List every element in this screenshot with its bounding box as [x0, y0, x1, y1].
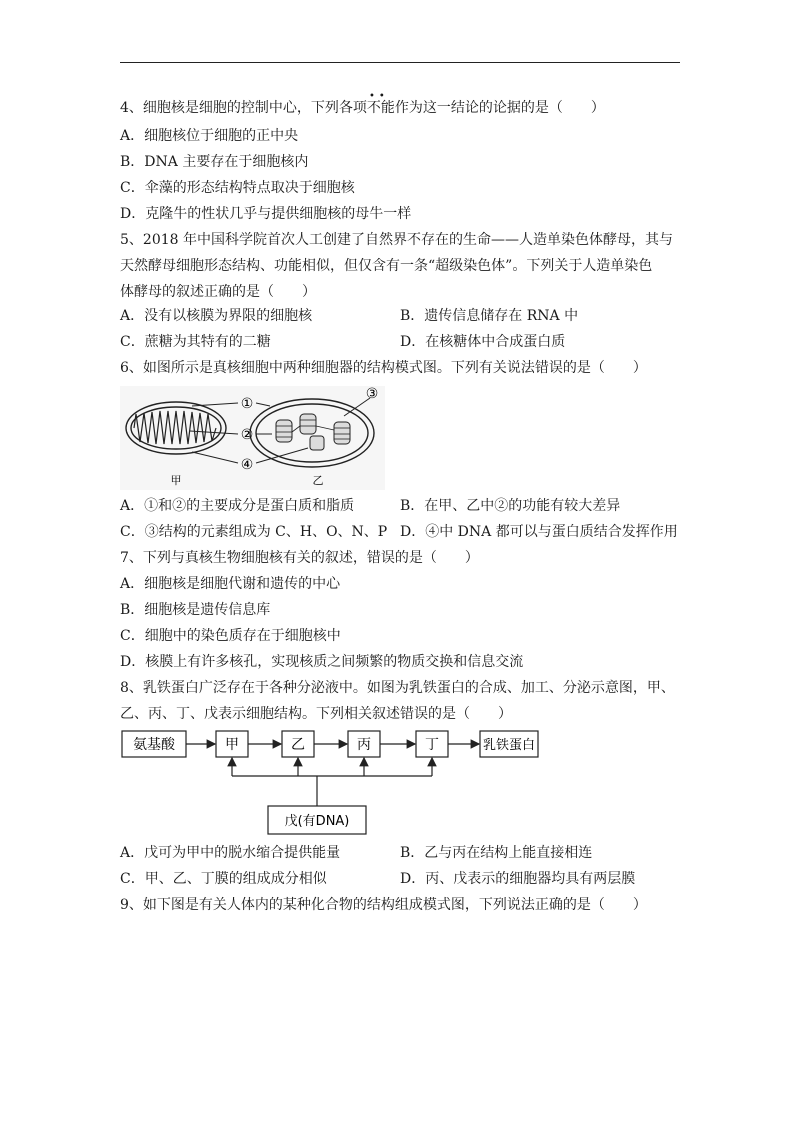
figure-num-4: ④	[240, 457, 254, 473]
q7-option-c: C．细胞中的染色质存在于细胞核中	[120, 628, 341, 644]
q6-stem: 6、如图所示是真核细胞中两种细胞器的结构模式图。下列有关说法错误的是（ ）	[120, 360, 647, 376]
q4-option-a: A．细胞核位于细胞的正中央	[120, 128, 299, 144]
q6-option-a: A．①和②的主要成分是蛋白质和脂质	[120, 498, 355, 514]
header-rule	[120, 62, 680, 63]
q6-option-b: B．在甲、乙中②的功能有较大差异	[400, 498, 621, 514]
flow-bing-label: 丙	[357, 737, 371, 753]
q8-option-c: C．甲、乙、丁膜的组成成分相似	[120, 871, 327, 887]
q8-stem-line1: 8、乳铁蛋白广泛存在于各种分泌液中。如图为乳铁蛋白的合成、加工、分泌示意图，甲、	[120, 680, 675, 696]
q6-option-c: C．③结构的元素组成为 C、H、O、N、P	[120, 524, 388, 540]
figure-label-yi: 乙	[312, 474, 324, 487]
flow-yi-label: 乙	[291, 737, 305, 753]
q5-option-c: C．蔗糖为其特有的二糖	[120, 334, 271, 350]
q5-stem-line3: 体酵母的叙述正确的是（ ）	[120, 284, 316, 300]
q5-stem-line1: 5、2018 年中国科学院首次人工创建了自然界不存在的生命——人造单染色体酵母，其与	[120, 232, 673, 248]
flow-jia-label: 甲	[225, 737, 239, 753]
q6-option-d: D．④中 DNA 都可以与蛋白质结合发挥作用	[400, 524, 678, 540]
flow-wu-label: 戊(有DNA)	[284, 814, 350, 829]
q4-option-d: D．克隆牛的性状几乎与提供细胞核的母牛一样	[120, 206, 412, 222]
q5-option-b: B．遗传信息储存在 RNA 中	[400, 308, 579, 324]
figure-num-1: ①	[240, 396, 254, 412]
q4-option-c: C．伞藻的形态结构特点取决于细胞核	[120, 180, 355, 196]
organelle-figure	[120, 386, 385, 490]
q8-stem-line2: 乙、丙、丁、戊表示细胞结构。下列相关叙述错误的是（ ）	[120, 706, 512, 722]
q7-option-b: B．细胞核是遗传信息库	[120, 602, 271, 618]
q4-option-b: B．DNA 主要存在于细胞核内	[120, 154, 309, 170]
q5-option-a: A．没有以核膜为界限的细胞核	[120, 308, 313, 324]
q8-option-a: A．戊可为甲中的脱水缩合提供能量	[120, 845, 341, 861]
emphasis-dots: ••	[369, 91, 389, 102]
flow-start-label: 氨基酸	[133, 737, 175, 753]
secretion-flow-diagram	[118, 728, 548, 838]
q8-option-d: D．丙、戊表示的细胞器均具有两层膜	[400, 871, 636, 887]
q8-option-b: B．乙与丙在结构上能直接相连	[400, 845, 593, 861]
q7-option-a: A．细胞核是细胞代谢和遗传的中心	[120, 576, 341, 592]
q7-stem: 7、下列与真核生物细胞核有关的叙述，错误的是（ ）	[120, 550, 479, 566]
q9-stem: 9、如下图是有关人体内的某种化合物的结构组成模式图，下列说法正确的是（ ）	[120, 897, 647, 913]
flow-ding-label: 丁	[425, 737, 439, 753]
q7-option-d: D．核膜上有许多核孔，实现核质之间频繁的物质交换和信息交流	[120, 654, 524, 670]
flow-end-label: 乳铁蛋白	[482, 738, 536, 753]
figure-num-2: ②	[240, 427, 254, 443]
figure-num-3: ③	[365, 386, 379, 402]
q5-option-d: D．在核糖体中合成蛋白质	[400, 334, 566, 350]
q4-stem: 4、细胞核是细胞的控制中心，下列各项不能作为这一结论的论据的是（ ）	[120, 100, 605, 116]
q5-stem-line2: 天然酵母细胞形态结构、功能相似，但仅含有一条“超级染色体”。下列关于人造单染色	[120, 258, 653, 274]
figure-label-jia: 甲	[170, 474, 182, 487]
